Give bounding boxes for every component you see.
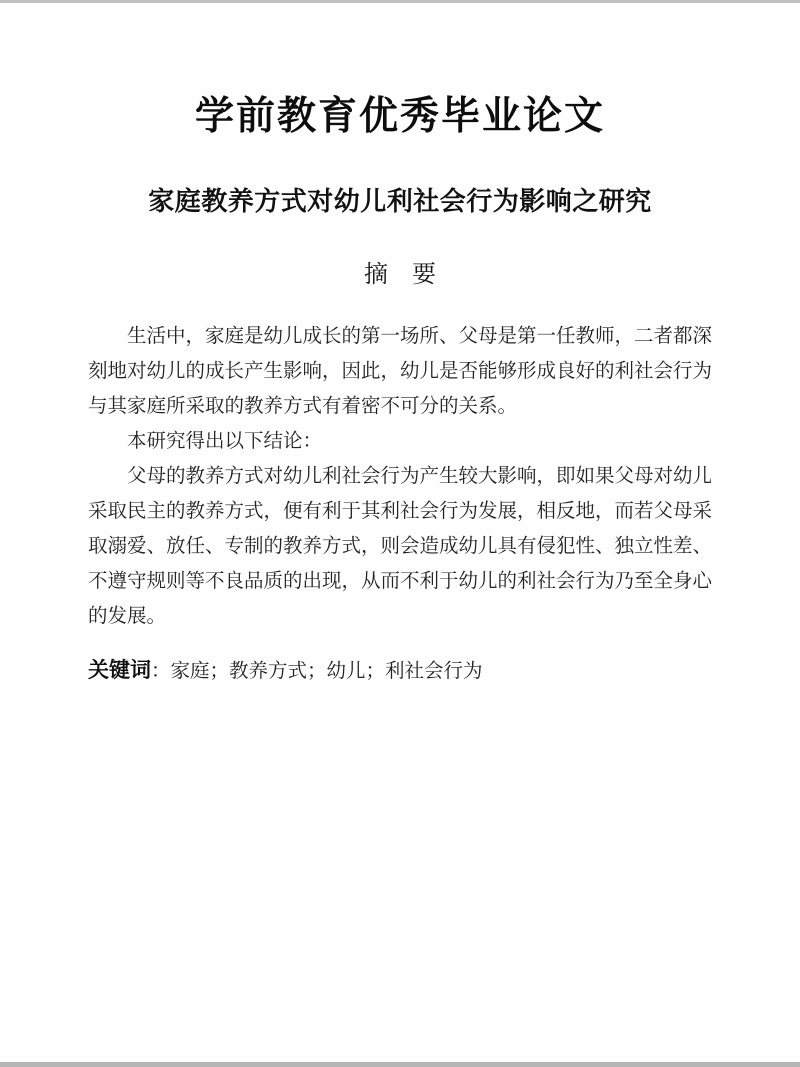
keywords-label: 关键词 <box>88 658 151 682</box>
keywords-text: ：家庭；教养方式；幼儿；利社会行为 <box>151 660 483 682</box>
document-subtitle: 家庭教养方式对幼儿利社会行为影响之研究 <box>148 185 652 216</box>
abstract-heading: 摘 要 <box>364 261 436 289</box>
document-title: 学前教育优秀毕业论文 <box>194 95 605 138</box>
abstract-paragraph: 本研究得出以下结论： <box>127 430 323 452</box>
abstract-paragraph: 父母的教养方式对幼儿利社会行为产生较大影响，即如果父母对幼儿采取民主的教养方式，便有利于其利社会行为发展，相反地，而若父母采取溺爱、放任、专制的教养方式，则会造成幼儿具有侵犯性、独立性差、不遵守规则等不良品质的出现，从而不利于幼儿的利社会行为乃至全身心的发展。 <box>88 465 713 627</box>
scan-edge-top <box>0 0 800 3</box>
keywords-line <box>32 656 712 687</box>
abstract-paragraph: 生活中，家庭是幼儿成长的第一场所、父母是第一任教师，二者都深刻地对幼儿的成长产生影响，因此，幼儿是否能够形成良好的利社会行为与其家庭所采取的教养方式有着密不可分的关系。 <box>88 325 713 417</box>
abstract-body <box>88 319 712 634</box>
scan-edge-bottom <box>0 1062 800 1067</box>
